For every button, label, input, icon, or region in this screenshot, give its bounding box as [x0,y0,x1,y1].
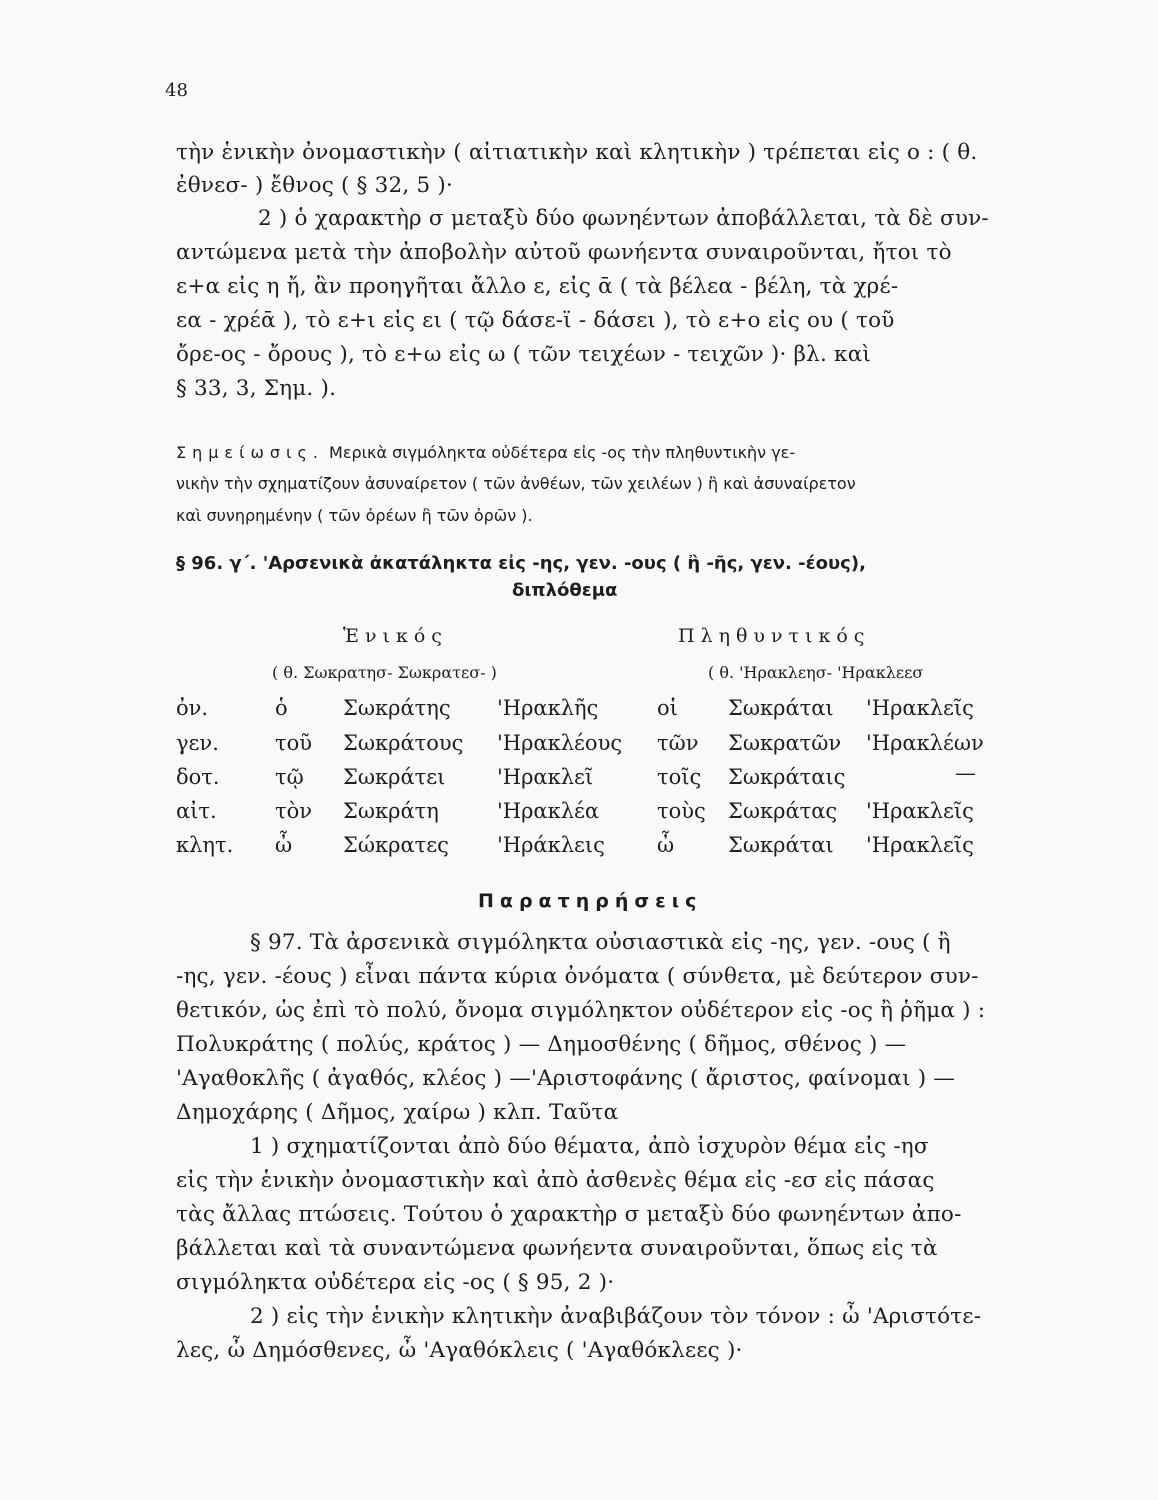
stems-singular: ( θ. Σωκρατησ- Σωκρατεσ- ) [272,663,497,682]
text-line: σιγμόληκτα οὐδέτερα εἰς -ος ( § 95, 2 )· [176,1270,615,1295]
section-96-title: § 96. γ΄. 'Αρσενικὰ ἀκατάληκτα εἰς -ης, γεν. -ους ( ἢ -ῆς, γεν. -έους), [176,553,866,574]
socrates-plural: Σωκρατῶν [728,731,842,755]
text-line: § 97. Τὰ ἀρσενικὰ σιγμόληκτα οὐσιαστικὰ εἰς -ης, γεν. -ους ( ἢ [250,930,951,955]
heracles-plural: 'Ηρακλέων [866,731,984,755]
socrates-plural: Σωκράται [728,696,834,720]
text-line: ἐθνεσ- ) ἔθνος ( § 32, 5 )· [176,173,454,198]
socrates-singular: Σωκράτης [343,696,451,720]
article-singular: ὁ [275,696,288,720]
note-line: νικὴν τὴν σχηματίζουν ἀσυναίρετον ( τῶν ἀνθέων, τῶν χειλέων ) ἢ καὶ ἀσυναίρετον [176,474,856,493]
text-line: § 33, 3, Σημ. ). [176,376,337,401]
socrates-plural: Σωκράτας [728,799,838,823]
article-plural: τοὺς [657,799,706,823]
article-singular: τῷ [275,765,304,789]
heracles-plural: 'Ηρακλεῖς [866,833,974,857]
article-plural: οἱ [657,696,678,720]
text-line: ε+α εἰς η ἤ, ἂν προηγῆται ἄλλο ε, εἰς ᾱ ( τὰ βέλεα - βέλη, τὰ χρέ- [176,274,899,299]
text-line: τὴν ἑνικὴν ὀνομαστικὴν ( αἰτιατικὴν καὶ κλητικὴν ) τρέπεται εἰς ο : ( θ. [176,140,978,165]
text-line: 'Αγαθοκλῆς ( ἀγαθός, κλέος ) —'Αριστοφάνης ( ἄριστος, φαίνομαι ) — [176,1066,956,1091]
note-line: Μερικὰ σιγμόληκτα οὐδέτερα εἰς -ος τὴν πληθυντικὴν γε- [329,443,796,462]
case-label: γεν. [176,731,219,755]
socrates-plural: Σωκράταις [728,765,846,789]
article-singular: τοῦ [275,731,313,755]
socrates-singular: Σώκρατες [343,833,449,857]
text-line: εἰς τὴν ἑνικὴν ὀνομαστικὴν καὶ ἀπὸ ἀσθενὲς θέμα εἰς -εσ εἰς πάσας [176,1168,935,1193]
text-line: Πολυκράτης ( πολύς, κράτος ) — Δημοσθένης ( δῆμος, σθένος ) — [176,1032,907,1057]
text-line: 2 ) ὁ χαρακτὴρ σ μεταξὺ δύο φωνηέντων ἀποβάλλεται, τὰ δὲ συν- [258,206,989,231]
case-label: ὀν. [176,696,209,720]
stems-plural: ( θ. 'Ηρακλεησ- 'Ηρακλεεσ [708,663,924,682]
text-line: εα - χρέᾱ ), τὸ ε+ι εἰς ει ( τῷ δάσε-ϊ - δάσει ), τὸ ε+ο εἰς ου ( τοῦ [176,308,895,333]
text-line: Δημοχάρης ( Δῆμος, χαίρω ) κλπ. Ταῦτα [176,1100,619,1125]
case-label: κλητ. [176,833,234,857]
note-label: Σημείωσις. [176,443,324,462]
text-line: αντώμενα μετὰ τὴν ἀποβολὴν αὐτοῦ φωνήεντα συναιροῦνται, ἤτοι τὸ [176,240,952,265]
text-line: λες, ὦ Δημόσθενες, ὦ 'Αγαθόκλεις ( 'Αγαθόκλεες )· [176,1338,743,1363]
socrates-plural: Σωκράται [728,833,834,857]
heracles-singular: 'Ηράκλεις [497,833,605,857]
text-line: ὄρε-ος - ὄρους ), τὸ ε+ω εἰς ω ( τῶν τειχέων - τειχῶν )· βλ. καὶ [176,342,872,367]
heracles-plural: — [955,761,976,785]
text-line: 1 ) σχηματίζονται ἀπὸ δύο θέματα, ἀπὸ ἰσχυρὸν θέμα εἰς -ησ [250,1134,929,1159]
section-96-subtitle: διπλόθεμα [512,580,618,601]
note-line: καὶ συνηρημένην ( τῶν ὀρέων ἢ τῶν ὀρῶν ). [176,506,533,525]
article-plural: τῶν [657,731,699,755]
text-line: βάλλεται καὶ τὰ συναντώμενα φωνήεντα συναιροῦνται, ὅπως εἰς τὰ [176,1236,938,1261]
plural-header: Πληθυντικός [678,625,871,647]
socrates-singular: Σωκράτους [343,731,464,755]
text-line: θετικόν, ὡς ἐπὶ τὸ πολύ, ὄνομα σιγμόληκτον οὐδέτερον εἰς -ος ἢ ῥῆμα ) : [176,998,986,1023]
case-label: αἰτ. [176,799,217,823]
heracles-plural: 'Ηρακλεῖς [866,696,974,720]
singular-header: Ἑνικός [343,625,448,647]
article-singular: ὦ [275,833,293,857]
heracles-plural: 'Ηρακλεῖς [866,799,974,823]
observations-heading: Παρατηρήσεις [478,890,703,912]
heracles-singular: 'Ηρακλέους [497,731,623,755]
text-line: τὰς ἄλλας πτώσεις. Τούτου ὁ χαρακτὴρ σ μεταξὺ δύο φωνηέντων ἀπο- [176,1202,962,1227]
text-line: -ης, γεν. -έους ) εἶναι πάντα κύρια ὀνόματα ( σύνθετα, μὲ δεύτερον συν- [176,964,979,989]
case-label: δοτ. [176,765,220,789]
socrates-singular: Σωκράτη [343,799,439,823]
heracles-singular: 'Ηρακλέα [497,799,600,823]
page-number: 48 [165,80,188,101]
socrates-singular: Σωκράτει [343,765,446,789]
article-plural: ὦ [657,833,675,857]
article-plural: τοῖς [657,765,702,789]
text-line: 2 ) εἰς τὴν ἑνικὴν κλητικὴν ἀναβιβάζουν τὸν τόνον : ὦ 'Αριστότε- [250,1304,982,1329]
heracles-singular: 'Ηρακλῆς [497,696,599,720]
article-singular: τὸν [275,799,313,823]
heracles-singular: 'Ηρακλεῖ [497,765,594,789]
